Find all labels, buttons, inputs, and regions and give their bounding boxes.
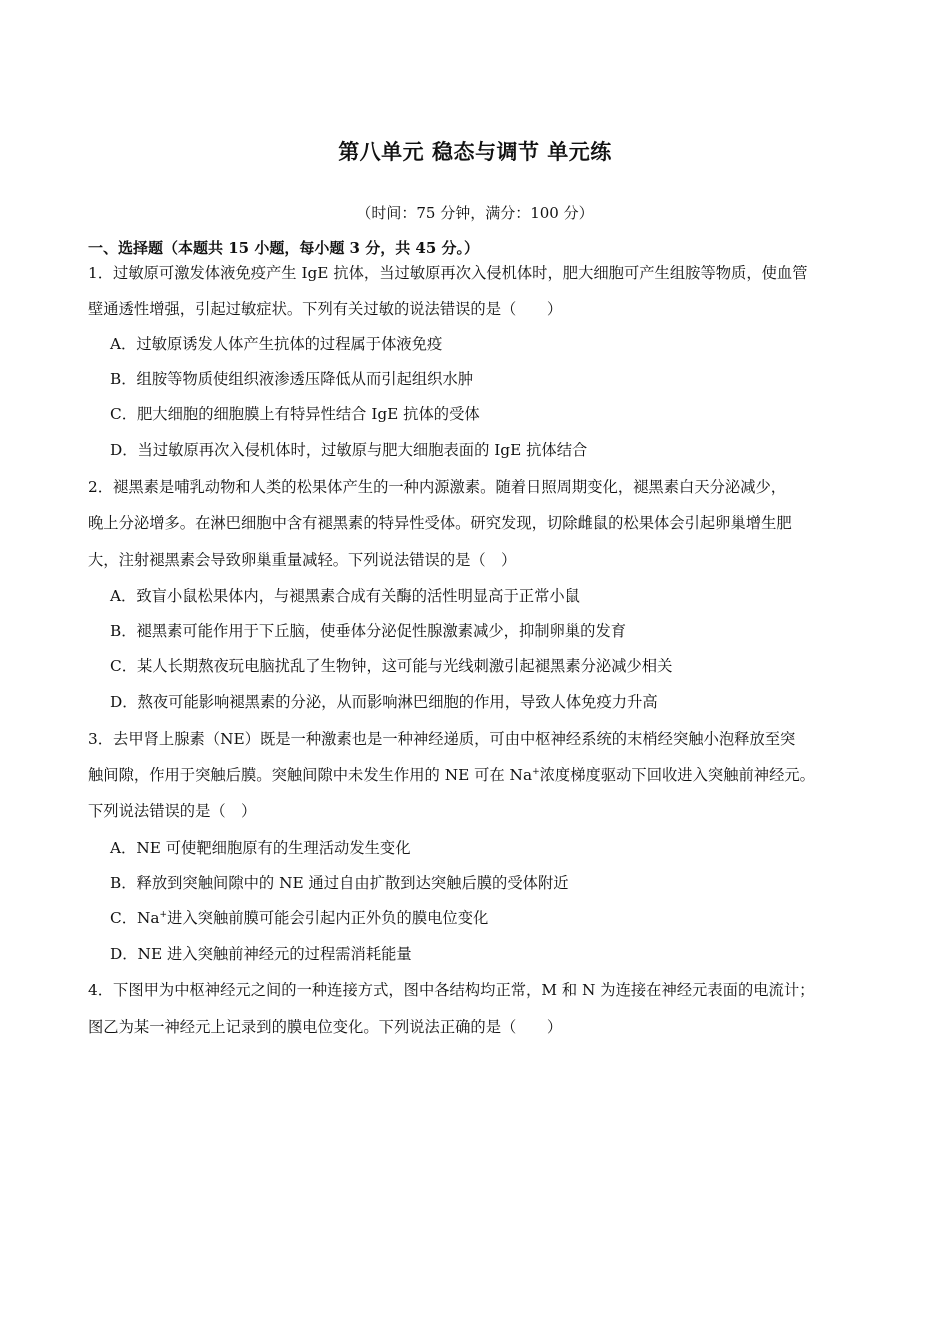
question-3-stem-line-2-part-1: 触间隙，作用于突触后膜。突触间隙中未发生作用的 NE 可在 Na <box>88 766 533 784</box>
question-2-option-b: B．褪黑素可能作用于下丘脑，使垂体分泌促性腺激素减少，抑制卵巢的发育 <box>110 622 627 640</box>
question-3-option-b: B．释放到突触间隙中的 NE 通过自由扩散到达突触后膜的受体附近 <box>110 874 569 892</box>
question-3-option-d: D．NE 进入突触前神经元的过程需消耗能量 <box>110 945 412 963</box>
question-3-option-c-part-1: C．Na <box>110 909 160 927</box>
question-2-option-a: A．致盲小鼠松果体内，与褪黑素合成有关酶的活性明显高于正常小鼠 <box>110 587 580 605</box>
page-title: 第八单元 稳态与调节 单元练 <box>338 139 612 164</box>
question-2-option-c: C．某人长期熬夜玩电脑扰乱了生物钟，这可能与光线刺激引起褪黑素分泌减少相关 <box>110 657 673 675</box>
question-1-option-a: A．过敏原诱发人体产生抗体的过程属于体液免疫 <box>110 335 443 353</box>
question-2-stem-line-3: 大，注射褪黑素会导致卵巢重量减轻。下列说法错误的是（ ） <box>88 551 517 569</box>
question-1-option-c: C．肥大细胞的细胞膜上有特异性结合 IgE 抗体的受体 <box>110 405 480 423</box>
question-2-stem-line-2: 晚上分泌增多。在淋巴细胞中含有褪黑素的特异性受体。研究发现，切除雌鼠的松果体会引起卵巢增生肥 <box>88 514 792 532</box>
section-heading: 一、选择题（本题共 15 小题，每小题 3 分，共 45 分。） <box>88 239 480 257</box>
sodium-ion-charge: + <box>159 909 168 920</box>
question-3-option-c-part-2: 进入突触前膜可能会引起内正外负的膜电位变化 <box>167 909 489 927</box>
exam-info: （时间：75 分钟，满分：100 分） <box>356 204 594 222</box>
question-1-stem-line-2: 壁通透性增强，引起过敏症状。下列有关过敏的说法错误的是（ ） <box>88 300 563 318</box>
question-3-stem-line-2 <box>88 765 815 785</box>
question-4-stem-line-2: 图乙为某一神经元上记录到的膜电位变化。下列说法正确的是（ ） <box>88 1018 563 1036</box>
question-3-stem-line-3: 下列说法错误的是（ ） <box>88 802 257 820</box>
question-2-option-d: D．熬夜可能影响褪黑素的分泌，从而影响淋巴细胞的作用，导致人体免疫力升高 <box>110 693 658 711</box>
question-4-stem-line-1: 4．下图甲为中枢神经元之间的一种连接方式，图中各结构均正常，M 和 N 为连接在神经元表面的电流计； <box>88 981 815 999</box>
question-3-option-c <box>110 908 488 928</box>
question-3-stem-line-1: 3．去甲肾上腺素（NE）既是一种激素也是一种神经递质，可由中枢神经系统的末梢经突触小泡释放至突 <box>88 730 796 748</box>
question-2-stem-line-1: 2．褪黑素是哺乳动物和人类的松果体产生的一种内源激素。随着日照周期变化，褪黑素白天分泌减少， <box>88 478 787 496</box>
sodium-ion-charge: + <box>532 766 540 777</box>
question-3-option-a: A．NE 可使靶细胞原有的生理活动发生变化 <box>110 839 411 857</box>
question-1-option-b: B．组胺等物质使组织液渗透压降低从而引起组织水肿 <box>110 370 474 388</box>
question-1-option-d: D．当过敏原再次入侵机体时，过敏原与肥大细胞表面的 IgE 抗体结合 <box>110 441 588 459</box>
question-3-stem-line-2-part-2: 浓度梯度驱动下回收进入突触前神经元。 <box>539 766 815 784</box>
question-1-stem-line-1: 1．过敏原可激发体液免疫产生 IgE 抗体，当过敏原再次入侵机体时，肥大细胞可产生组胺等物质，使血管 <box>88 264 808 282</box>
